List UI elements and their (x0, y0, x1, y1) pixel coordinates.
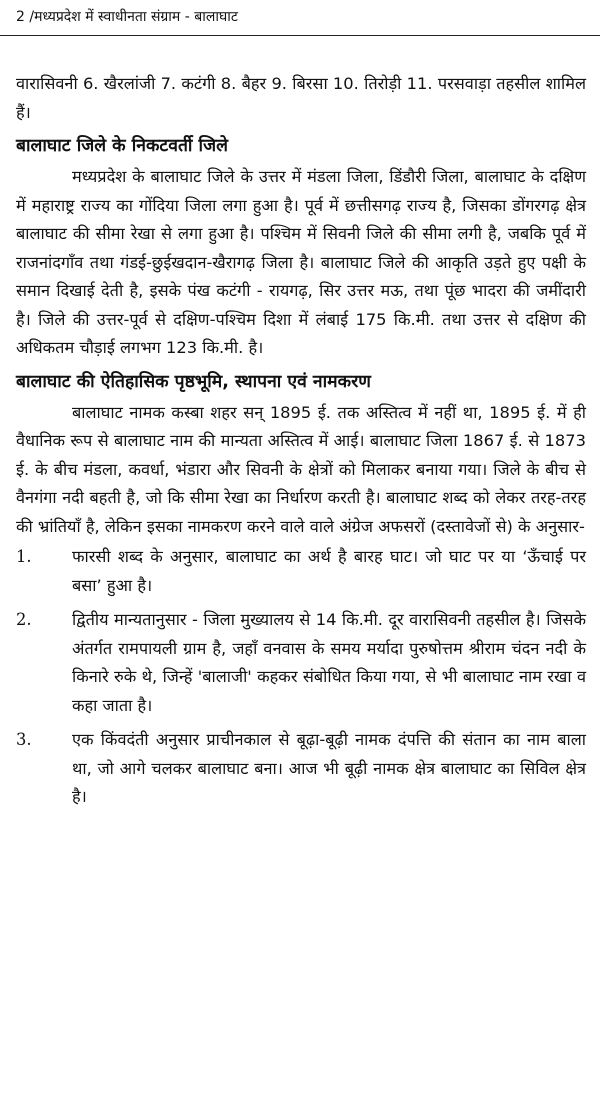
naming-origin-list (16, 543, 586, 812)
running-head: 2 /मध्यप्रदेश में स्वाधीनता संग्राम - बालाघाट (0, 0, 600, 36)
list-item-text: द्वितीय मान्यतानुसार - जिला मुख्यालय से 14 कि.मी. दूर वारासिवनी तहसील है। जिसके अंतर्गत रामपायली ग्राम है, जहाँ वनवास के समय मर्यादा पुरुषोत्तम श्रीराम चंदन नदी के किनारे रुके थे, जिन्हें 'बालाजी' कहकर संबोधित किया गया, से भी बालाघाट नाम रखा व कहा जाता है। (72, 610, 586, 715)
history-paragraph: बालाघाट नामक कस्बा शहर सन् 1895 ई. तक अस्तित्व में नहीं था, 1895 ई. में ही वैधानिक रूप से बालाघाट नाम की मान्यता अस्तित्व में आई। बालाघाट जिला 1867 ई. से 1873 ई. के बीच मंडला, कवर्धा, भंडारा और सिवनी के क्षेत्रों को मिलाकर बनाया गया। जिले के बीच से वैनगंगा नदी बहती है, जो कि सीमा रेखा का निर्धारण करती है। बालाघाट शब्द को लेकर तरह-तरह की भ्रांतियाँ है, लेकिन इसका नामकरण करने वाले वाले अंग्रेज अफसरों (दस्तावेजों से) के अनुसार- (16, 402, 586, 536)
neighbouring-districts-paragraph: मध्यप्रदेश के बालाघाट जिले के उत्तर में मंडला जिला, डिंडौरी जिला, बालाघाट के दक्षिण में महाराष्ट्र राज्य का गोंदिया जिला लगा हुआ है। पूर्व में छत्तीसगढ़ राज्य है, जिसका डोंगरगढ़ क्षेत्र बालाघाट की सीमा रेखा से लगा हुआ है। पश्चिम में सिवनी जिले की सीमा लगी है, जबकि पूर्व में राजनांदगाँव तथा गंडई-छुईखदान-खैरागढ़ जिला है। बालाघाट जिले की आकृति उड़ते हुए पक्षी के समान दिखाई देती है, इसके पंख कटंगी - रायगढ़, सिर उत्तर मऊ, तथा पूंछ भादरा की जमींदारी है। जिले की उत्तर-पूर्व से दक्षिण-पश्चिम दिशा में लंबाई 175 कि.मी. तथा उत्तर से दक्षिण की अधिकतम चौड़ाई लगभग 123 कि.मी. है। (16, 167, 586, 357)
intro-paragraph: वारासिवनी 6. खैरलांजी 7. कटंगी 8. बैहर 9. बिरसा 10. तिरोड़ी 11. परसवाड़ा तहसील शामिल हैं। (16, 74, 586, 122)
section-heading-neighbouring-districts: बालाघाट जिले के निकटवर्ती जिले (16, 136, 228, 156)
list-item-number: 2. (16, 610, 32, 629)
list-item-number: 3. (16, 730, 32, 749)
list-item (16, 543, 586, 600)
list-item (16, 606, 586, 720)
list-item-number: 1. (16, 547, 32, 566)
list-item-text: एक किंवदंती अनुसार प्राचीनकाल से बूढ़ा-बूढ़ी नामक दंपत्ति की संतान का नाम बाला था, जो आगे चलकर बालाघाट बना। आज भी बूढ़ी नामक क्षेत्र बालाघाट का सिविल क्षेत्र है। (72, 730, 586, 806)
list-item-text: फारसी शब्द के अनुसार, बालाघाट का अर्थ है बारह घाट। जो घाट पर या ‘ऊँचाई पर बसा’ हुआ है। (72, 547, 586, 595)
list-item (16, 726, 586, 812)
section-heading-history: बालाघाट की ऐतिहासिक पृष्ठभूमि, स्थापना एवं नामकरण (16, 371, 371, 392)
